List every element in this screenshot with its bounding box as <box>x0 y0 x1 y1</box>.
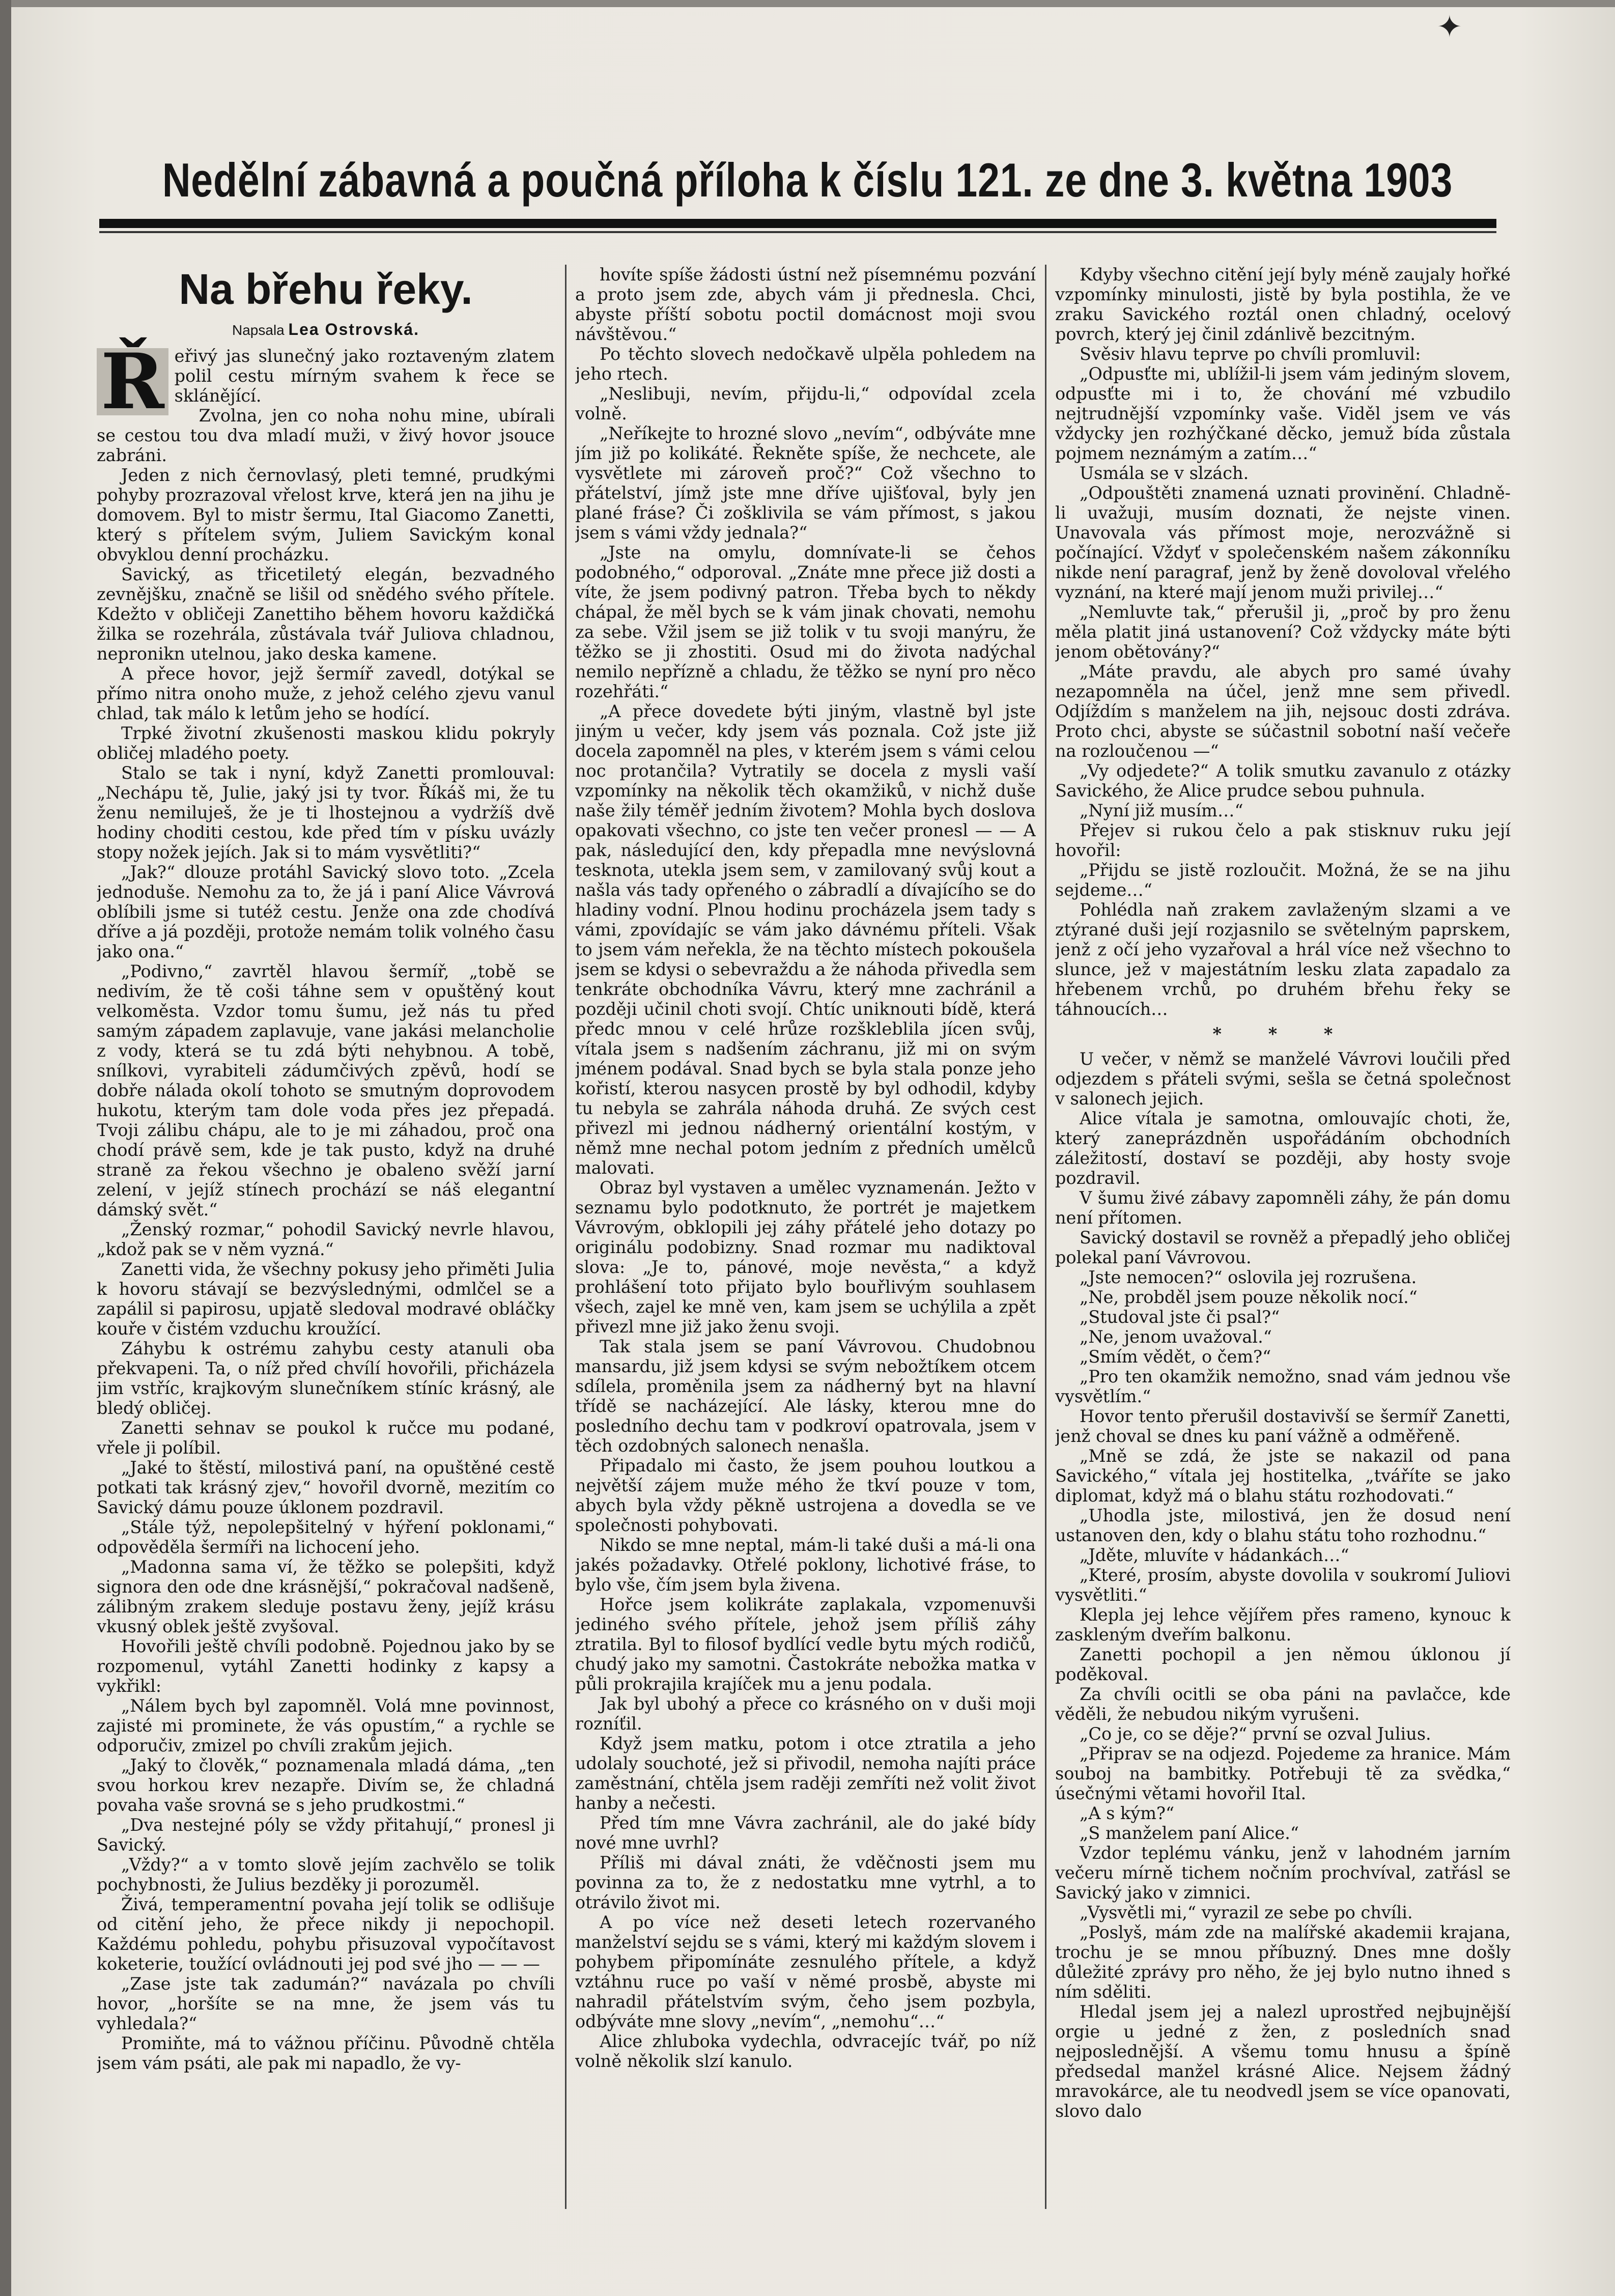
paragraph: Příliš mi dával znáti, že vděčnosti jsem mu povinna za to, že z nedostatku mne vytrhl, a to otrávilo život mi. <box>575 1853 1036 1912</box>
paragraph: Za chvíli ocitli se oba páni na pavlačce, kde věděli, že nebudou nikým vyrušeni. <box>1055 1684 1511 1724</box>
paragraph: Živá, temperamentní povaha její tolik se odlišuje od citění jeho, že přece nikdy ji nepochopil. Každému pohledu, pohybu přisuzoval vypočítavost koketerie, toužící ovládnouti jej pod své jho — — — <box>97 1894 555 1974</box>
column-2 <box>575 265 1036 2209</box>
paragraph: Po těchto slovech nedočkavě ulpěla pohledem na jeho rtech. <box>575 344 1036 384</box>
column-3 <box>1055 265 1511 2209</box>
paragraph: „Odpouštěti znamená uznati provinění. Chladně-li uvažuji, musím doznati, že nejste vinen. Unavovala vás přímost moje, nerozvážně si počínající. Vždyť v společenském našem zákonníku nikde není paragraf, jenž by ženě dovoloval vřelého vyznání, na které mají jenom muži privilej…“ <box>1055 483 1511 602</box>
paragraph: „Ženský rozmar,“ pohodil Savický nevrle hlavou, „kdož pak se v něm vyzná.“ <box>97 1220 555 1259</box>
paragraph: „Jak?“ dlouze protáhl Savický slovo toto. „Zcela jednoduše. Nemohu za to, že já i paní Alice Vávrová oblíbili jsme si tutéž cestu. Jenže ona zde chodívá dříve a já později, protože nemám tolik volného času jako ona.“ <box>97 862 555 961</box>
paragraph: Hovořili ještě chvíli podobně. Pojednou jako by se rozpomenul, vytáhl Zanetti hodinky z kapsy a vykřikl: <box>97 1636 555 1696</box>
paragraph-text: eřivý jas slunečný jako roztaveným zlatem polil cestu mírným svahem k řece se sklánějící. <box>174 346 555 406</box>
paragraph: „Jste nemocen?“ oslovila jej rozrušena. <box>1080 1267 1417 1287</box>
paragraph: hovíte spíše žádosti ústní než písemnému pozvání a proto jsem zde, abych vám ji přednesla. Chci, abyste příští sobotu poctil domácnost moji svou návštěvou.“ <box>575 265 1036 344</box>
paragraph: Promiňte, má to vážnou příčinu. Původně chtěla jsem vám psáti, ale pak mi napadlo, že vy- <box>97 2033 555 2073</box>
paragraph: Kdyby všechno citění její byly méně zaujaly hořké vzpomínky minulosti, jistě by byla postihla, že ve zraku Savického roztál onen chladný, ocelový povrch, který jej činil zdánlivě bezcitným. <box>1055 265 1511 344</box>
paragraph: „Pro ten okamžik nemožno, snad vám jednou vše vysvětlím.“ <box>1055 1367 1511 1406</box>
paragraph: „Smím vědět, o čem?“ <box>1080 1347 1271 1367</box>
paragraph: Když jsem matku, potom i otce ztratila a jeho udolaly souchoté, jež si přivodil, nemoha najíti práce zaměstnání, chtěla jsem raději zemříti než volit život hanby a nečesti. <box>575 1734 1036 1813</box>
paragraph: „A s kým?“ <box>1080 1803 1175 1823</box>
paragraph: „Máte pravdu, ale abych pro samé úvahy nezapomněla na účel, jenž mne sem přivedl. Odjíždím s manželem na jih, nejsouc dosti zdráva. Proto chci, abyste se súčastnil sobotní naší večeře na rozloučenou —“ <box>1055 662 1511 761</box>
paragraph: „Mně se zdá, že jste se nakazil od pana Savického,“ vítala jej hostitelka, „tváříte se jako diplomat, když má o blahu státu rozhodovati.“ <box>1055 1446 1511 1506</box>
paragraph <box>97 337 555 427</box>
paragraph: Vzdor teplému vánku, jenž v lahodném jarním večeru mírně tichem nočním prochvíval, zatřásl se Savický jako v zimnici. <box>1055 1843 1511 1903</box>
paragraph: „Odpusťte mi, ublížil-li jsem vám jediným slovem, odpusťte mi i to, že chování mé vzbudilo nejtrudnější vzpomínky vaše. Viděl jsem ve vás vždycky jen rozhýčkané děcko, jemuž bída zůstala pojmem neznámým a zatím…“ <box>1055 364 1511 463</box>
paragraph: „Podivno,“ zavrtěl hlavou šermíř, „tobě se nedivím, že tě coši táhne sem v opuštěný kout velkoměsta. Vzdor tomu šumu, jež nás tu před samým západem zaplavuje, vane jakási melancholie z vody, která se tu zdá býti nehybnou. A tobě, snílkovi, vyrabiteli zádumčivých zpěvů, hodí se dobře nálada okolí tohoto se smutným doprovodem hukotu, kterým tam dole voda přes jez přepadá. Tvoji zálibu chápu, ale to je mi záhadou, proč ona chodí právě sem, kde je tak pusto, když na druhé straně za řekou všechno je obaleno svěží jarní zelení, v jejíž stínech prochází se náš elegantní dámský svět.“ <box>97 961 555 1220</box>
paragraph: „A přece dovedete býti jiným, vlastně byl jste jiným u večer, kdy jsem vás poznala. Což jste již docela zapomněl na ples, v kterém jsem s vámi celou noc protančila? Vytratily se docela z mysli vaší vzpomínky na několik těch okamžiků, v nichž duše naše žily téměř jedním životem? Mohla bych doslova opakovati všechno, co jste ten večer pronesl — — A pak, následující den, kdy přepadla mne nevýslovná tesknota, utekla jsem sem, v zamilovaný svůj kout a našla vás tady opřeného o zábradlí a dívajícího se do hladiny vodní. Plnou hodinu procházela jsem tady s vámi, zpovídajíc se vám jako dávnému příteli. Však to jsem vám neřekla, že na těchto místech pokoušela jsem se kdysi o sebevraždu a že náhoda přivedla sem tenkráte obchodníka Vávru, který mne zachránil a později učinil choti svojí. Chtíc uniknouti bídě, která předc mnou v celé hrůze rozškleblila jícen svůj, vítala jsem s nadšením záchranu, již mi on svým jménem podával. Snad bych se byla stala ponze jeho kořistí, kterou nasycen prostě by byl odhodil, kdyby tu nebyla se zahrála náhoda druhá. Ze svých cest přivezl mi jednou nádherný orientální kostým, v němž mne nechal potom jedním z předních umělců malovati. <box>575 701 1036 1178</box>
col1-paragraphs <box>97 337 555 2073</box>
paragraph: Zvolna, jen co noha nohu mine, ubírali se cestou tou dva mladí muži, v živý hovor jsouce zabráni. <box>97 406 555 465</box>
byline-author: Lea Ostrovská. <box>288 320 419 338</box>
paragraph: Jeden z nich černovlasý, pleti temné, prudkými pohyby prozrazoval vřelost krve, která jen na jihu je domovem. Byl to mistr šermu, Ital Giacomo Zanetti, který s přítelem svým, Juliem Savickým konal obvyklou denní procházku. <box>97 465 555 564</box>
column-separator <box>565 265 566 2209</box>
paragraph: „Madonna sama ví, že těžko se polepšiti, když signora den ode dne krásnější,“ pokračoval nadšeně, zálibným zrakem sleduje postavu ženy, jejíž krásu vkusný oblek ještě zvyšoval. <box>97 1557 555 1636</box>
article-byline <box>97 320 555 340</box>
paragraph: „Uhodla jste, milostivá, jen že dosud není ustanoven den, kdy o blahu státu toho rozhodnu.“ <box>1055 1506 1511 1545</box>
paragraph: Savický, as třicetiletý elegán, bezvadného zevnějšku, značně se lišil od snědého svého přítele. Kdežto v obličeji Zanettiho během hovoru každičká žilka se rozehrála, zůstávala tvář Juliova chladnou, nepronikn utelnou, jako deska kamene. <box>97 564 555 664</box>
paragraph: „Jaký to člověk,“ poznamenala mladá dáma, „ten svou horkou krev nezapře. Divím se, že chladná povaha vaše srovná se s jeho prudkostmi.“ <box>97 1755 555 1815</box>
paragraph: „S manželem paní Alice.“ <box>1080 1823 1299 1843</box>
paragraph: „Připrav se na odjezd. Pojedeme za hranice. Mám souboj na bambitky. Potřebuji tě za svědka,“ úsečnými větami hovořil Ital. <box>1055 1744 1511 1803</box>
paragraph: „Zase jste tak zadumán?“ navázala po chvíli hovor, „horšíte se na mne, že jsem vás tu vyhledala?“ <box>97 1974 555 2033</box>
col3-paragraphs-b <box>1055 1049 1511 2121</box>
paragraph: „Neslibuji, nevím, přijdu-li,“ odpovídal zcela volně. <box>575 384 1036 423</box>
drop-cap: Ř <box>97 348 168 415</box>
masthead-rule-thick <box>99 219 1496 228</box>
masthead: Nedělní zábavná a poučná příloha k číslu 121. ze dne 3. května 1903 <box>162 153 1453 207</box>
paragraph: Hovor tento přerušil dostavivší se šermíř Zanetti, jenž choval se dnes ku paní vážně a odměřeně. <box>1055 1406 1511 1446</box>
scan-left-edge <box>0 0 11 2296</box>
paragraph: Tak stala jsem se paní Vávrovou. Chudobnou mansardu, již jsem kdysi se svým nebožtíkem otcem sdílela, proměnila jsem za nádherný byt na hlavní třídě se nacházející. Ale lásky, kterou mne do posledního dechu tam v podkroví opatrovala, jsem v těch ozdobných salonech nenašla. <box>575 1337 1036 1456</box>
paragraph: „Nemluvte tak,“ přerušil ji, „proč by pro ženu měla platit jiná ustanovení? Což vždycky máte býti jenom obětovány?“ <box>1055 602 1511 662</box>
paragraph: Pohlédla naň zrakem zavlaženým slzami a ve ztýrané duši její rozjasnilo se světelným paprskem, jenž z očí jeho vyzařoval a hrál více než všechno to slunce, jež v majestátním lesku zlata zapadalo za hřebenem vrchů, po druhém břehu řeky se táhnoucích… <box>1055 900 1511 1019</box>
paragraph: Zanetti vida, že všechny pokusy jeho přiměti Julia k hovoru stávají se bezvýslednými, odmlčel se a zapálil si papirosu, upjatě sledoval modravé obláčky kouře v čistém vzduchu kroužící. <box>97 1259 555 1339</box>
paragraph: „Jaké to štěstí, milostivá paní, na opuštěné cestě potkati tak krásný zjev,“ hovořil dvorně, mezitím co Savický dámu pouze úklonem pozdravil. <box>97 1458 555 1517</box>
paragraph: Savický dostavil se rovněž a přepadlý jeho obličej polekal paní Vávrovou. <box>1055 1228 1511 1267</box>
paragraph: „Co je, co se děje?“ první se ozval Julius. <box>1080 1724 1431 1744</box>
paragraph: Usmála se v slzách. <box>1080 463 1249 483</box>
paragraph: „Poslyš, mám zde na malířské akademii krajana, trochu je se mnou příbuzný. Dnes mne došly důležité zprávy pro něho, že jej bylo nutno ihned s ním sděliti. <box>1055 1922 1511 2002</box>
paragraph: V šumu živé zábavy zapomněli záhy, že pán domu není přítomen. <box>1055 1188 1511 1228</box>
paragraph: „Neříkejte to hrozné slovo „nevím“, odbýváte mne jím již po kolikáté. Řekněte spíše, že nechcete, ale vysvětlete mi zároveň proč?“ Což všechno to přátelství, jímž jste mne dříve ujišťoval, byly jen plané fráse? Či zošklivila se vám přímost, s jakou jsem s vámi vždy jednala?“ <box>575 423 1036 543</box>
paragraph: Přejev si rukou čelo a pak stisknuv ruku její hovořil: <box>1055 820 1511 860</box>
paragraph: Alice zhluboka vydechla, odvracejíc tvář, po níž volně několik slzí kanulo. <box>575 2031 1036 2071</box>
scan-top-edge <box>0 0 1615 7</box>
paragraph: Hořce jsem kolikráte zaplakala, vzpomenuvši jediného svého přítele, jehož jsem příliš záhy ztratila. Byl to filosof bydlící vedle bytu mých rodičů, chudý jako my samotni. Častokráte nebožka matka v půli prokrajila krajíček mu a jenu podala. <box>575 1595 1036 1694</box>
paragraph: „Ne, probděl jsem pouze několik nocí.“ <box>1080 1287 1418 1307</box>
paragraph: Trpké životní zkušenosti maskou klidu pokryly obličej mladého poety. <box>97 723 555 763</box>
byline-prefix: Napsala <box>232 322 285 338</box>
column-separator <box>1045 265 1046 2209</box>
paragraph: „Dva nestejné póly se vždy přitahují,“ pronesl ji Savický. <box>97 1815 555 1855</box>
column-1 <box>97 265 555 2209</box>
masthead-rule-thin <box>99 231 1496 233</box>
paragraph: „Studoval jste či psal?“ <box>1080 1307 1280 1327</box>
paragraph: „Nálem bych byl zapomněl. Volá mne povinnost, zajisté mi prominete, že vás opustím,“ a rychle se odporučiv, zmizel po chvíli zrakům jejich. <box>97 1696 555 1755</box>
paragraph: „Stále týž, nepolepšitelný v hýření poklonami,“ odpověděla šermíři na lichocení jeho. <box>97 1517 555 1557</box>
paragraph: „Ne, jenom uvažoval.“ <box>1080 1327 1272 1347</box>
paragraph: „Nyní již musím…“ <box>1080 801 1243 820</box>
paragraph: Před tím mne Vávra zachránil, ale do jaké bídy nové mne uvrhl? <box>575 1813 1036 1853</box>
paragraph: „Vždy?“ a v tomto slově jejím zachvělo se tolik pochybnosti, že Julius bezděky ji porozuměl. <box>97 1855 555 1894</box>
col3-paragraphs-a <box>1055 265 1511 1019</box>
paragraph: „Které, prosím, abyste dovolila v soukromí Juliovi vysvětliti.“ <box>1055 1565 1511 1605</box>
paragraph: U večer, v němž se manželé Vávrovi loučili před odjezdem s přáteli svými, sešla se četná společnost v salonech jejich. <box>1055 1049 1511 1109</box>
paragraph: „Jste na omylu, domnívate-li se čehos podobného,“ odporoval. „Znáte mne přece již dosti a víte, že jsem podivný patron. Třeba bych to někdy chápal, že měl bych se k vám jinak chovati, nemohu za sebe. Vžil jsem se již tolik v tu svoji manýru, že těžko se ji zhostiti. Osud mi do života nadýchal nemilo nepřízně a chladu, že těžko se nyní pro něco rozehřáti.“ <box>575 543 1036 701</box>
paragraph: „Jděte, mluvíte v hádankách…“ <box>1080 1545 1349 1565</box>
paragraph: Záhybu k ostrému zahybu cesty atanuli oba překvapeni. Ta, o níž před chvílí hovořili, přicházela jim vstříc, krajkovým slunečníkem stíníc krásný, ale bledý obličej. <box>97 1339 555 1418</box>
article-title: Na břehu řeky. <box>179 265 473 313</box>
paragraph: A po více než deseti letech rozervaného manželství sejdu se s vámi, který mi každým slovem i pohybem připomínáte zesnulého přítele, a když vztáhnu ruce po vaší v němé prosbě, abyste mi nahradil přátelstvím svým, čeho jsem pozbyla, odbýváte mne slovy „nevím“, „nemohu“…“ <box>575 1912 1036 2031</box>
paragraph: Jak byl ubohý a přece co krásného on v duši moji rozníťil. <box>575 1694 1036 1734</box>
paragraph: A přece hovor, jejž šermíř zavedl, dotýkal se přímo nitra onoho muže, z jehož celého zjevu vanul chlad, tak málo k letům jeho se hodící. <box>97 664 555 723</box>
paragraph: Svěsiv hlavu teprve po chvíli promluvil: <box>1080 344 1421 364</box>
paragraph: „Vysvětli mi,“ vyrazil ze sebe po chvíli. <box>1080 1903 1413 1922</box>
paragraph: Zanetti pochopil a jen němou úklonou jí poděkoval. <box>1055 1645 1511 1684</box>
paragraph: Klepla jej lehce vějířem přes rameno, kynouc k zaskleným dveřím balkonu. <box>1055 1605 1511 1645</box>
paragraph: Obraz byl vystaven a umělec vyznamenán. Ježto v seznamu bylo podotknuto, že portrét je majetkem Vávrovým, obklopili jej záhy přátelé jeho dotazy po originálu podobizny. Snad rozmar mu nadiktoval slova: „Je to, pánové, moje nevěsta,“ a když prohlášení toto přijato bylo bouřlivým souhlasem všech, zajel ke mně ven, kam jsem se uchýlila a zpět přivezl mne již jako ženu svoji. <box>575 1178 1036 1337</box>
paragraph: „Vy odjedete?“ A tolik smutku zavanulo z otázky Savického, že Alice prudce sebou puhnula. <box>1055 761 1511 801</box>
paragraph: Alice vítala je samotna, omlouvajíc choti, že, který zaneprázdněn uspořádáním obchodních záležitostí, dostaví se později, aby hosty svoje pozdravil. <box>1055 1109 1511 1188</box>
paragraph: Zanetti sehnav se poukol k ručce mu podané, vřele ji políbil. <box>97 1418 555 1458</box>
paragraph: Hledal jsem jej a nalezl uprostřed nejbujnější orgie u jedné z žen, z posledních snad nejposlednější. A všemu tomu hnusu a špíně předsedal manžel krásné Alice. Nejsem žádný mravokárce, ale tu neodvedl jsem se více opanovati, slovo dalo <box>1055 2002 1511 2121</box>
paragraph: Nikdo se mne neptal, mám-li také duši a má-li ona jakés požadavky. Otřelé poklony, lichotivé fráse, to bylo vše, čím jsem byla živena. <box>575 1535 1036 1595</box>
paragraph: Stalo se tak i nyní, když Zanetti promlouval: „Nechápu tě, Julie, jaký jsi ty tvor. Říkáš mi, že tu ženu nemiluješ, že je ti lhostejnou a vydržíš dvě hodiny choditi cestou, kde před tím v písku uvázly stopy nožek jejích. Jak si to mám vysvětliti?“ <box>97 763 555 862</box>
col2-paragraphs <box>575 265 1036 2071</box>
paragraph: Připadalo mi často, že jsem pouhou loutkou a největší zájem muže mého že tkví pouze v tom, abych byla vždy pěkně ustrojena a dovedla se ve společnosti pohybovati. <box>575 1456 1036 1535</box>
paragraph: „Přijdu se jistě rozloučit. Možná, že se na jihu sejdeme…“ <box>1055 860 1511 900</box>
corner-mark: ✦ <box>1436 9 1462 45</box>
section-break-stars: * * * <box>1212 1024 1353 1044</box>
